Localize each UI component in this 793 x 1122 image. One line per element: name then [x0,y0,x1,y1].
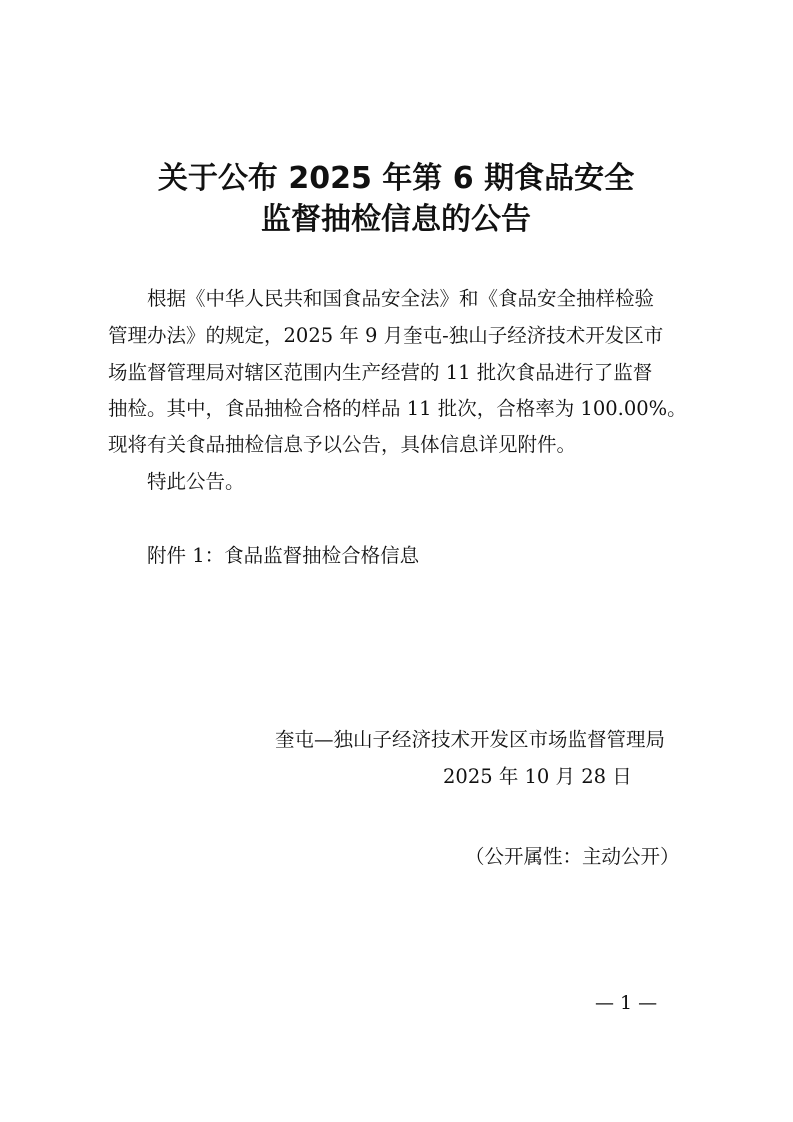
body-paragraph-line-4: 抽检。其中，食品抽检合格的样品 11 批次，合格率为 100.00%。 [108,397,687,420]
body-paragraph-line-1: 根据《中华人民共和国食品安全法》和《食品安全抽样检验 [147,287,655,310]
signature-organization: 奎屯—独山子经济技术开发区市场监督管理局 [275,728,666,751]
attachment-link[interactable]: 附件 1：食品监督抽检合格信息 [147,544,420,567]
body-paragraph-line-5: 现将有关食品抽检信息予以公告，具体信息详见附件。 [108,433,577,456]
body-paragraph-line-3: 场监督管理局对辖区范围内生产经营的 11 批次食品进行了监督 [108,361,653,384]
disclosure-attribute: （公开属性：主动公开） [465,845,680,868]
signature-date: 2025 年 10 月 28 日 [443,765,632,788]
body-paragraph-line-2: 管理办法》的规定，2025 年 9 月奎屯-独山子经济技术开发区市 [108,324,664,347]
closing-statement: 特此公告。 [147,470,245,493]
document-title-line-1: 关于公布 2025 年第 6 期食品安全 [157,161,635,196]
page-number: — 1 — [595,992,658,1014]
document-title-line-2: 监督抽检信息的公告 [261,202,531,237]
